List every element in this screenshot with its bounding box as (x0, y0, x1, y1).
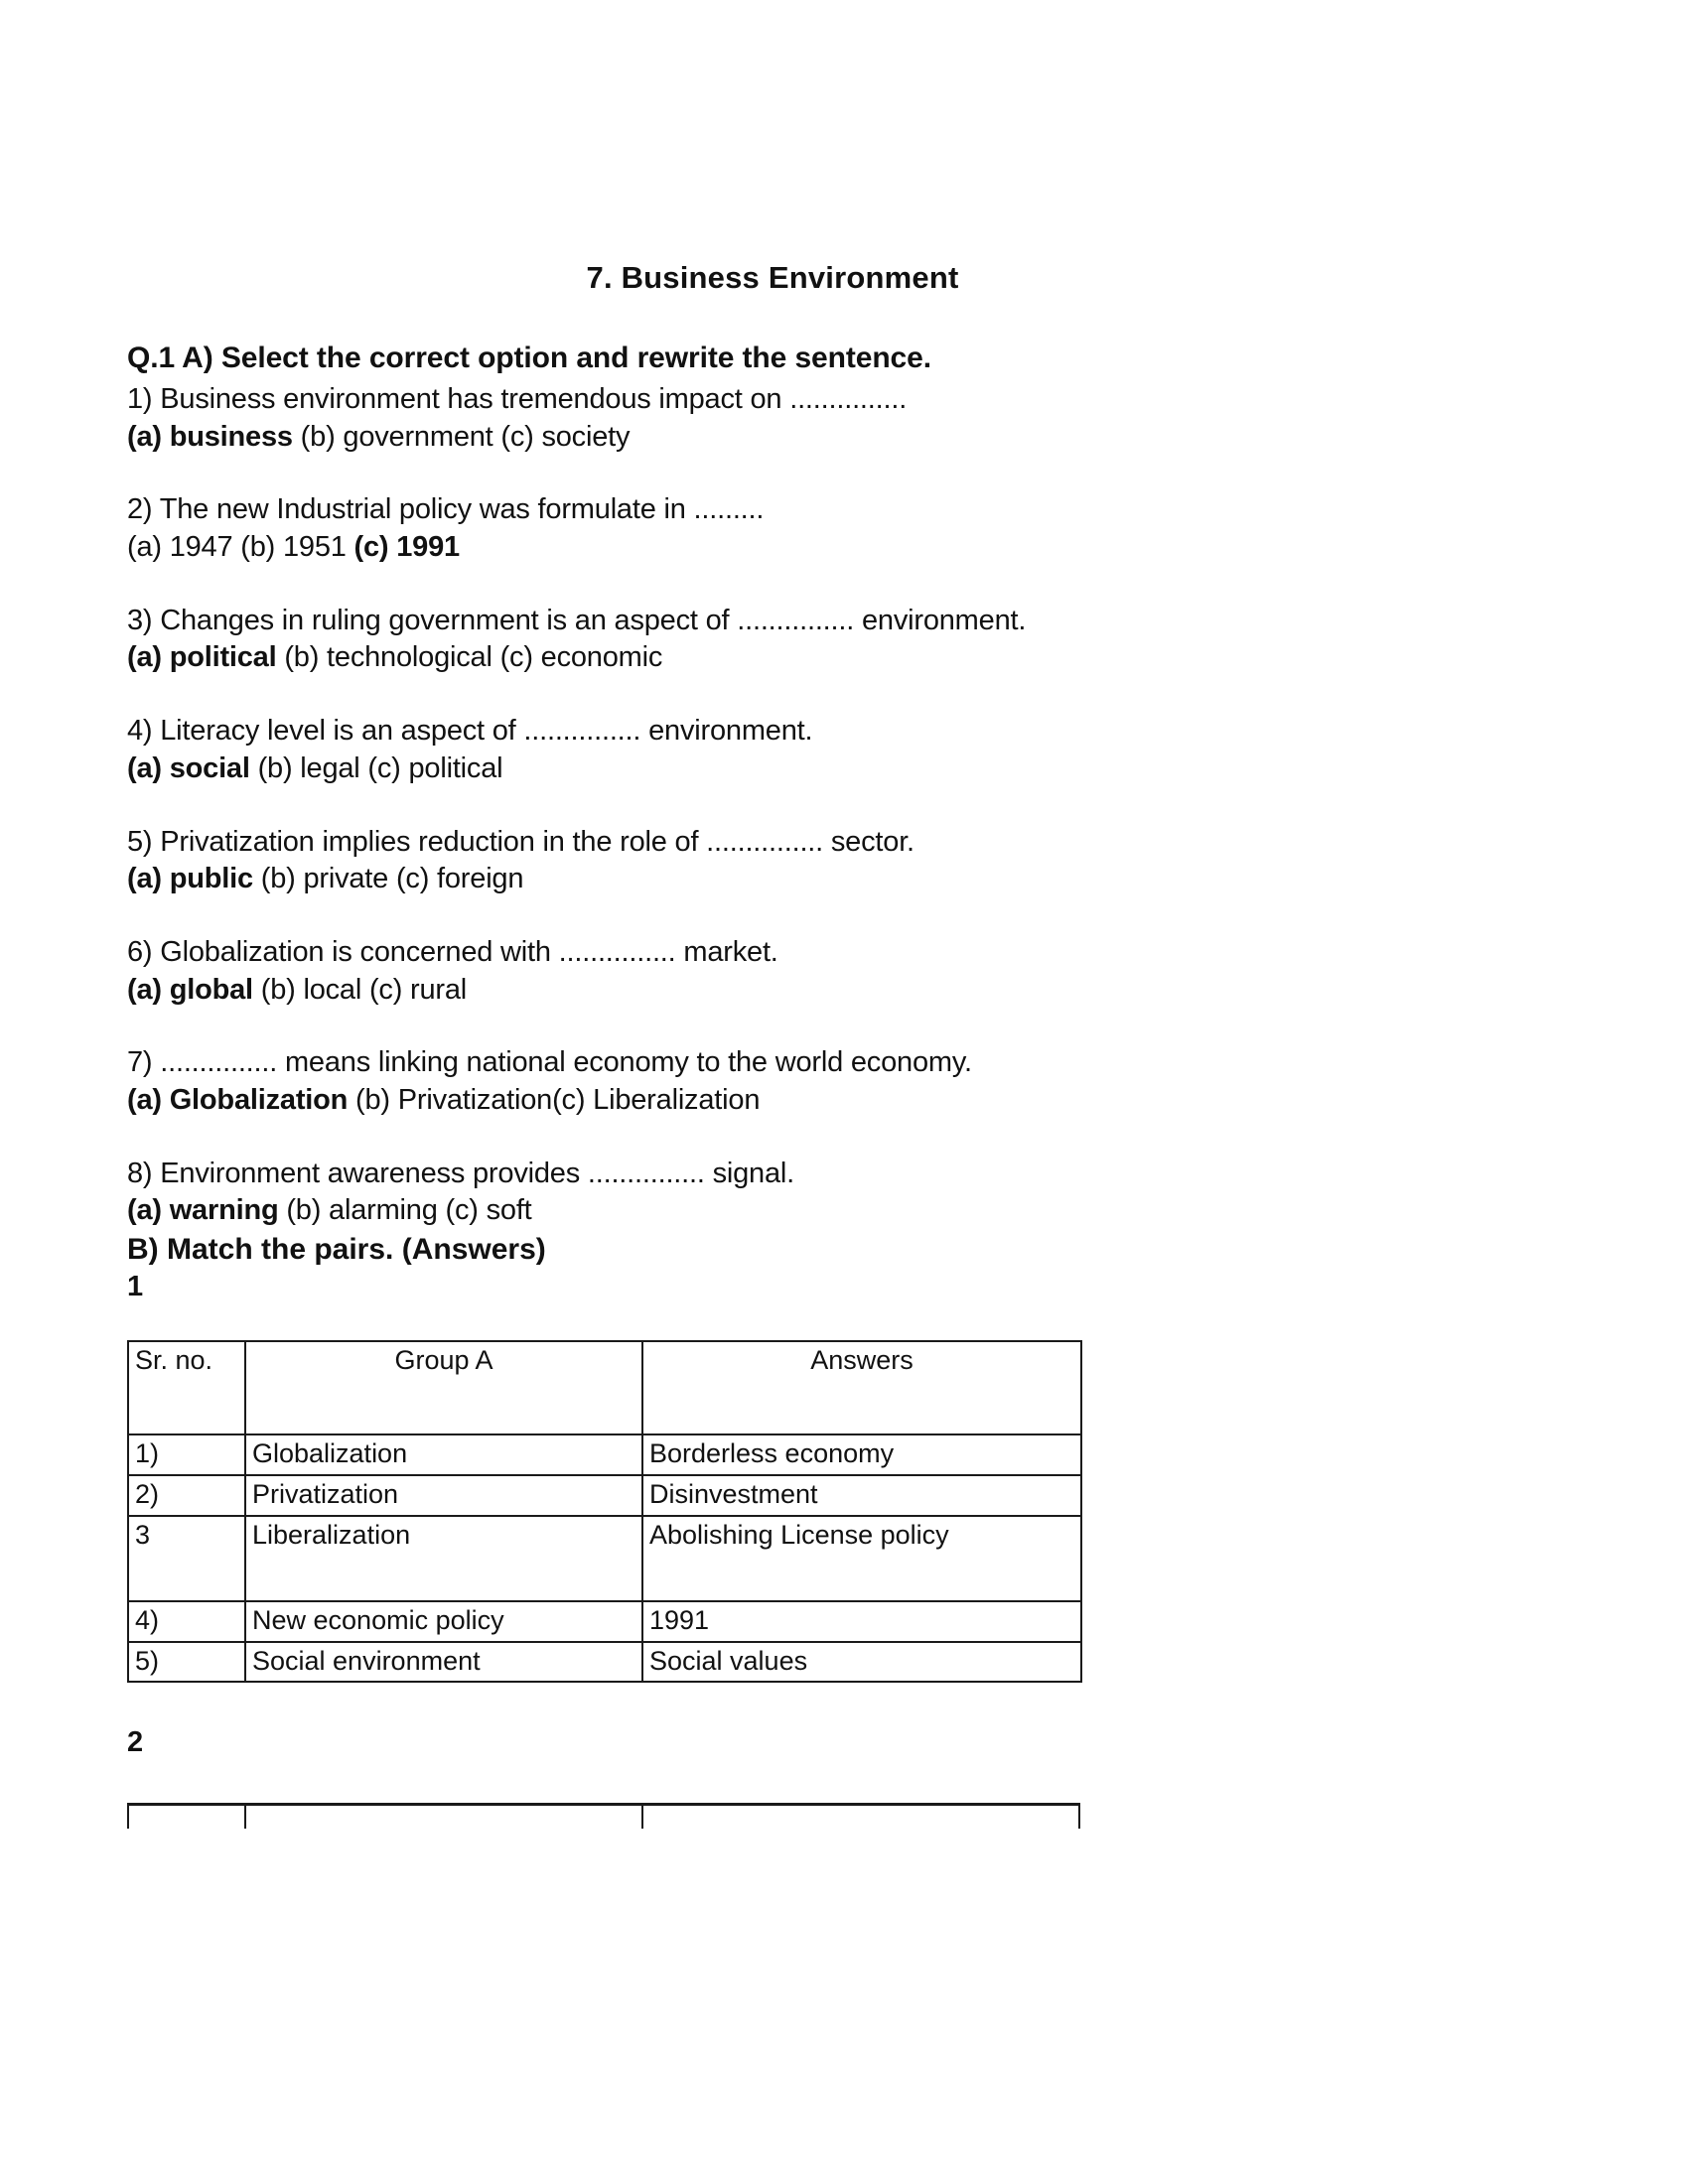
table-row (128, 1601, 1081, 1642)
column-header-sr-no: Sr. no. (128, 1341, 245, 1434)
table-row (128, 1516, 1081, 1601)
column-header-group-a: Group A (245, 1341, 642, 1434)
question-options: (a) warning (b) alarming (c) soft (127, 1194, 532, 1227)
question-stem: 6) Globalization is concerned with ............... market. (127, 935, 778, 968)
section-a-heading: Q.1 A) Select the correct option and rewrite the sentence. (127, 341, 931, 374)
pairs-set-1-label: 1 (127, 1271, 144, 1302)
question-item (127, 491, 1557, 566)
cell-answer: Social values (642, 1642, 1081, 1683)
question-options: (a) social (b) legal (c) political (127, 751, 503, 784)
cell-sr-no: 1) (128, 1434, 245, 1475)
question-options: (a) global (b) local (c) rural (127, 973, 468, 1006)
question-options: (a) business (b) government (c) society (127, 420, 631, 453)
page-title: 7. Business Environment (586, 260, 959, 295)
cell-group-a: Globalization (245, 1434, 642, 1475)
table2-divider-sr (244, 1803, 246, 1829)
question-options: (a) Globalization (b) Privatization(c) Liberalization (127, 1083, 761, 1116)
cell-group-a: Liberalization (245, 1516, 642, 1601)
question-options: (a) 1947 (b) 1951 (c) 1991 (127, 531, 460, 564)
question-item (127, 1156, 1557, 1230)
table-row (128, 1642, 1081, 1683)
cell-answer: 1991 (642, 1601, 1081, 1642)
question-item (127, 824, 1557, 898)
column-header-answers: Answers (642, 1341, 1081, 1434)
match-the-pairs-table-2-partial (127, 1803, 1080, 1829)
section-b-heading: B) Match the pairs. (Answers) (127, 1233, 546, 1266)
question-item (127, 713, 1557, 787)
cell-group-a: New economic policy (245, 1601, 642, 1642)
match-the-pairs-table (127, 1340, 1082, 1684)
cell-answer: Abolishing License policy (642, 1516, 1081, 1601)
table2-border-right (1078, 1803, 1080, 1829)
question-item (127, 603, 1557, 677)
question-item (127, 1044, 1557, 1119)
table-row (128, 1475, 1081, 1516)
cell-answer: Disinvestment (642, 1475, 1081, 1516)
table2-top-border (127, 1803, 1080, 1806)
question-stem: 4) Literacy level is an aspect of ............... environment. (127, 715, 813, 748)
question-stem: 8) Environment awareness provides ............... signal. (127, 1157, 795, 1189)
question-item (127, 381, 1557, 456)
table-row (128, 1434, 1081, 1475)
question-options: (a) political (b) technological (c) economic (127, 641, 663, 674)
question-stem: 7) ............... means linking national economy to the world economy. (127, 1046, 972, 1079)
cell-group-a: Social environment (245, 1642, 642, 1683)
question-stem: 5) Privatization implies reduction in the role of ............... sector. (127, 825, 914, 858)
cell-sr-no: 3 (128, 1516, 245, 1601)
question-stem: 1) Business environment has tremendous impact on ............... (127, 383, 908, 415)
cell-sr-no: 2) (128, 1475, 245, 1516)
cell-group-a: Privatization (245, 1475, 642, 1516)
cell-sr-no: 5) (128, 1642, 245, 1683)
table2-border-left (127, 1803, 129, 1829)
cell-answer: Borderless economy (642, 1434, 1081, 1475)
cell-sr-no: 4) (128, 1601, 245, 1642)
page-content (127, 260, 1557, 1829)
pairs-set-2-label: 2 (127, 1726, 144, 1759)
question-stem: 3) Changes in ruling government is an aspect of ............... environment. (127, 604, 1027, 636)
table2-divider-group (641, 1803, 643, 1829)
question-item (127, 934, 1557, 1009)
question-options: (a) public (b) private (c) foreign (127, 863, 524, 895)
table-header-row (128, 1341, 1081, 1434)
question-stem: 2) The new Industrial policy was formulate in ......... (127, 493, 765, 526)
